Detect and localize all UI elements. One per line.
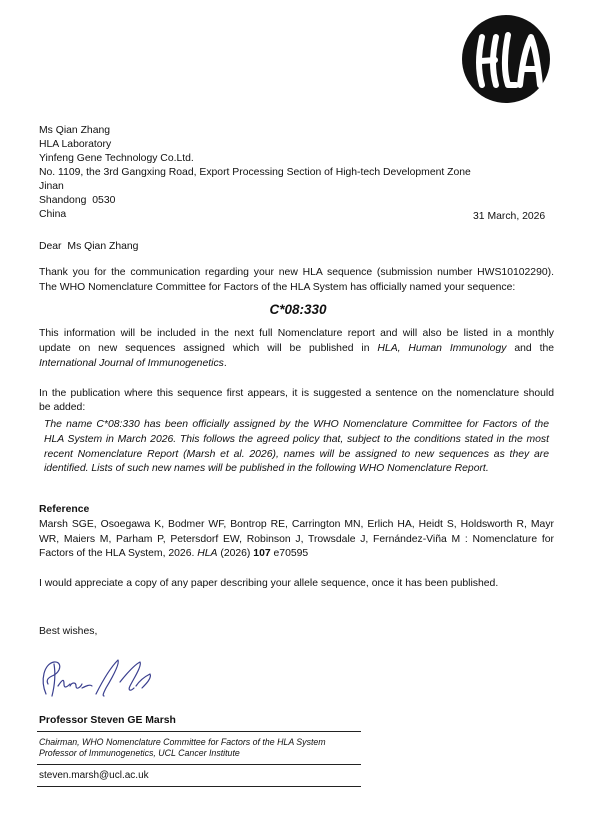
para2-line3	[39, 357, 227, 371]
signatory-title-1: Chairman, WHO Nomenclature Committee for Factors of the HLA System	[39, 737, 326, 747]
para2-line2-text: update on new sequences assigned which will be published in	[39, 343, 370, 354]
hla-logo-text	[550, 15, 551, 16]
allele-name: C*08:330	[269, 302, 327, 317]
salutation	[39, 240, 138, 254]
quote-line3: recent Nomenclature Report (Marsh et al. 2026), names will be assigned to new sequences as they are	[44, 449, 549, 460]
para3-line1: In the publication where this sequence first appears, it is suggested a sentence on the nomenclature should	[39, 388, 554, 399]
para1-line1: Thank you for the communication regarding your new HLA sequence (submission number HWS10102290).	[39, 267, 554, 278]
reference-line3	[39, 547, 308, 561]
signatory-title-2: Professor of Immunogenetics, UCL Cancer Institute	[39, 748, 240, 758]
closing-request: I would appreciate a copy of any paper describing your allele sequence, once it has been published.	[39, 578, 499, 589]
reference-heading: Reference	[39, 504, 90, 515]
divider-top	[37, 731, 361, 732]
recipient-street: No. 1109, the 3rd Gangxing Road, Export Processing Section of High-tech Development Zone	[39, 167, 471, 178]
handwritten-signature	[36, 650, 166, 706]
quote-line1: The name C*08:330 has been officially assigned by the WHO Nomenclature Committee for Factors of the	[44, 419, 549, 430]
salutation-prefix: Dear	[39, 241, 62, 252]
reference-line2: WR, Maiers M, Parham P, Petersdorf EW, Robinson J, Trowsdale J, Fernández-Viña M : Nomenclature for	[39, 534, 554, 545]
divider-middle	[37, 764, 361, 765]
divider-bottom	[37, 786, 361, 787]
para2-line1: This information will be included in the next full Nomenclature report and will also be listed in a monthly	[39, 328, 554, 339]
reference-line1: Marsh SGE, Osoegawa K, Bodmer WF, Bontrop RE, Carrington MN, Erlich HA, Heidt S, Holdsworth R, Mayr	[39, 519, 554, 530]
para2-and: and the	[514, 343, 555, 354]
sign-off: Best wishes,	[39, 626, 98, 637]
para2-period: .	[223, 358, 227, 369]
recipient-lab: HLA Laboratory	[39, 139, 112, 150]
hla-logo	[462, 15, 550, 103]
recipient-country: China	[39, 209, 67, 220]
reference-journal: HLA	[197, 548, 218, 559]
para3-line2: be added:	[39, 402, 86, 413]
journal-hla: HLA,	[377, 343, 401, 354]
para1-line2: The WHO Nomenclature Committee for Factors of the HLA System has officially named your sequence:	[39, 282, 516, 293]
recipient-postcode: 0530	[92, 195, 116, 206]
recipient-province-name: Shandong	[39, 195, 87, 206]
quote-line4: identified. Lists of such new names will be published in the following WHO Nomenclature Report.	[44, 463, 489, 474]
para2-line2	[39, 342, 554, 357]
reference-article: e70595	[273, 548, 309, 559]
reference-volume: 107	[253, 548, 271, 559]
hla-logo-mark	[462, 15, 550, 103]
recipient-name: Ms Qian Zhang	[39, 125, 111, 136]
signatory-email[interactable]: steven.marsh@ucl.ac.uk	[39, 770, 149, 781]
quote-line2: HLA System in March 2026. This follows the agreed policy that, subject to the conditions stated in the most	[44, 434, 549, 445]
reference-line3-text: Factors of the HLA System, 2026.	[39, 548, 195, 559]
journal-human-immunology: Human Immunology	[408, 343, 507, 354]
journal-ijig: International Journal of Immunogenetics	[39, 358, 224, 369]
reference-year: (2026)	[220, 548, 251, 559]
signatory-name: Professor Steven GE Marsh	[39, 715, 176, 726]
signature-drawing	[36, 650, 166, 706]
letter-date: 31 March, 2026	[473, 211, 546, 222]
recipient-city: Jinan	[39, 181, 64, 192]
recipient-company: Yinfeng Gene Technology Co.Ltd.	[39, 153, 194, 164]
salutation-name: Ms Qian Zhang	[67, 241, 139, 252]
recipient-province	[39, 194, 115, 208]
